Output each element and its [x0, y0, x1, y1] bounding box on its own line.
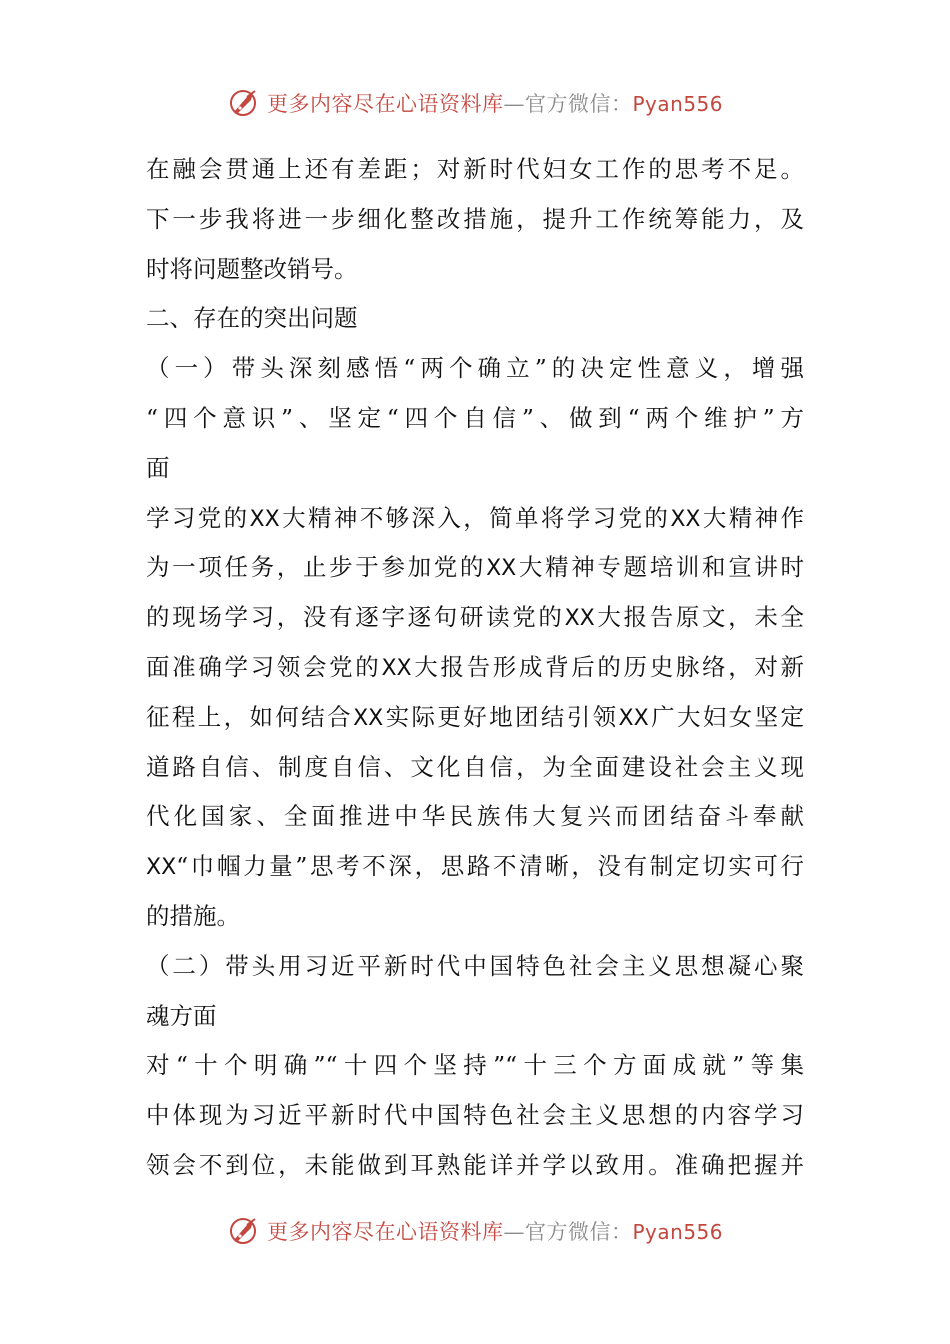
text-line: 时将问题整改销号。: [146, 254, 358, 283]
subsection-heading-line: （二）带头用习近平新时代中国特色社会主义思想凝心聚: [146, 951, 804, 980]
text-line: 道路自信、制度自信、文化自信，为全面建设社会主义现: [146, 752, 804, 781]
subsection-heading-line: 面: [146, 453, 170, 482]
watermark-handle: Pyan556: [632, 92, 723, 116]
placeholder-xx: XX: [146, 855, 177, 881]
watermark-site: 更多内容尽在心语资料库: [266, 92, 504, 116]
text-line: 领会不到位，未能做到耳熟能详并学以致用。准确把握并: [146, 1150, 804, 1179]
watermark-text: [267, 1216, 723, 1246]
placeholder-xx: XX: [618, 705, 649, 731]
watermark-label: 官方微信：: [524, 1220, 633, 1244]
document-body: [146, 145, 804, 1191]
watermark-banner-top: [0, 78, 950, 128]
text-line: 在融会贯通上还有差距；对新时代妇女工作的思考不足。: [146, 155, 804, 183]
watermark-label: 官方微信：: [524, 92, 633, 116]
placeholder-xx: XX: [486, 556, 517, 582]
subsection-heading-line: 魂方面: [146, 1001, 217, 1030]
watermark-site: 更多内容尽在心语资料库: [266, 1220, 504, 1244]
text-line: 对“十个明确”“十四个坚持”“十三个方面成就”等集: [146, 1051, 804, 1080]
text-line: 的现场学习，没有逐字逐句研读党的XX大报告原文，未全: [146, 603, 804, 632]
text-line: 的措施。: [146, 901, 240, 930]
text-line: 代化国家、全面推进中华民族伟大复兴而团结奋斗奉献: [146, 802, 804, 831]
text-line: 中体现为习近平新时代中国特色社会主义思想的内容学习: [146, 1101, 804, 1130]
placeholder-xx: XX: [353, 705, 384, 731]
watermark-handle: Pyan556: [632, 1220, 723, 1244]
subsection-heading-line: “四个意识”、坚定“四个自信”、做到“两个维护”方: [146, 403, 804, 432]
text-line: 征程上，如何结合XX实际更好地团结引领XX广大妇女坚定: [146, 702, 804, 731]
placeholder-xx: XX: [564, 606, 595, 632]
pen-nib-logo-icon: [227, 85, 263, 121]
placeholder-xx: XX: [249, 506, 280, 532]
text-line: 学习党的XX大精神不够深入，简单将学习党的XX大精神作: [146, 503, 804, 532]
placeholder-xx: XX: [381, 655, 412, 681]
text-line: XX“巾帼力量”思考不深，思路不清晰，没有制定切实可行: [146, 852, 804, 881]
watermark-text: [267, 88, 723, 118]
text-line: 面准确学习领会党的XX大报告形成背后的历史脉络，对新: [146, 652, 805, 681]
section-heading: 二、存在的突出问题: [146, 304, 358, 333]
subsection-heading-line: （一）带头深刻感悟“两个确立”的决定性意义，增强: [146, 354, 804, 383]
pen-nib-logo-icon: [227, 1213, 263, 1249]
watermark-dash: —: [503, 92, 525, 116]
placeholder-xx: XX: [670, 506, 701, 532]
text-line: 为一项任务，止步于参加党的XX大精神专题培训和宣讲时: [146, 553, 805, 582]
watermark-dash: —: [503, 1220, 525, 1244]
text-line: 下一步我将进一步细化整改措施，提升工作统筹能力，及: [146, 204, 804, 233]
watermark-banner-bottom: [0, 1206, 950, 1256]
